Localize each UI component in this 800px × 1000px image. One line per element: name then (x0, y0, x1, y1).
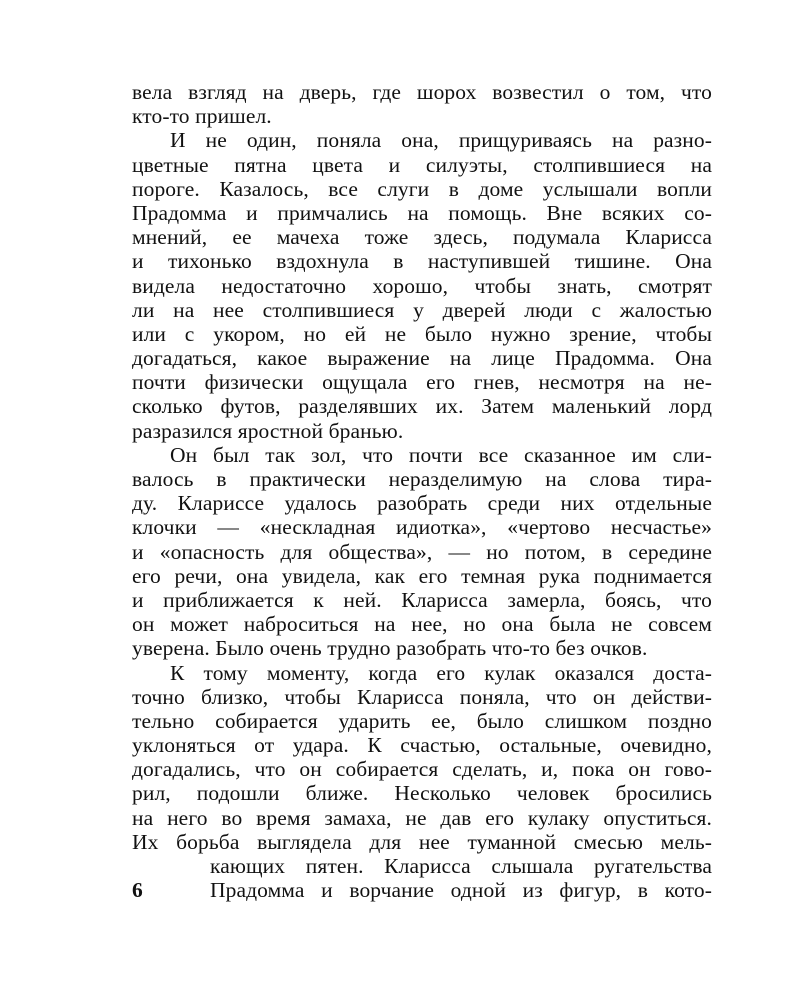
text-line: и «опасность для общества», — но потом, в середине (132, 539, 712, 564)
text-line: догадаться, какое выражение на лице Прадомма. Она (132, 346, 712, 371)
page-footer (132, 878, 712, 902)
text-line: Он был так зол, что почти все сказанное им сли- (170, 442, 712, 467)
text-line: тельно собирается ударить ее, было слишком поздно (132, 708, 712, 733)
text-line: видела недостаточно хорошо, чтобы знать, смотрят (132, 273, 712, 298)
text-line: точно близко, чтобы Кларисса поняла, что он действи- (132, 684, 712, 709)
text-line: он может наброситься на нее, но она была не совсем (132, 612, 712, 637)
text-line: разразился яростной бранью. (132, 418, 404, 443)
text-line: ли на нее столпившиеся у дверей люди с жалостью (132, 297, 712, 322)
text-line: клочки — «нескладная идиотка», «чертово несчастье» (132, 515, 712, 540)
text-line: мнений, ее мачеха тоже здесь, подумала Кларисса (132, 225, 712, 250)
text-line: или с укором, но ей не было нужно зрение, чтобы (132, 321, 712, 346)
text-line: догадались, что он собирается сделать, и, пока он гово- (132, 757, 712, 782)
text-line: Прадомма и примчались на помощь. Вне всяких со- (132, 200, 712, 225)
text-line: Их борьба выглядела для нее туманной смесью мель- (132, 829, 712, 854)
text-line: его речи, она увидела, как его темная рука поднимается (132, 563, 712, 588)
text-line: почти физически ощущала его гнев, несмотря на не- (132, 370, 712, 395)
text-line: Прадомма и ворчание одной из фигур, в кото- (210, 878, 712, 903)
text-line: кто-то пришел. (132, 104, 272, 129)
text-line: ду. Клариссе удалось разобрать среди них отдельные (132, 491, 712, 516)
text-line: валось в практически неразделимую на слова тира- (132, 467, 712, 491)
text-line: вела взгляд на дверь, где шорох возвестил о том, что (132, 80, 712, 104)
text-line: кающих пятен. Кларисса слышала ругательства (210, 854, 712, 878)
text-line: К тому моменту, когда его кулак оказался доста- (170, 660, 712, 685)
text-line: И не один, поняла она, прищуриваясь на разно- (170, 128, 712, 153)
book-page (132, 80, 712, 902)
text-line: цветные пятна цвета и силуэты, столпившиеся на (132, 152, 712, 177)
text-line: пороге. Казалось, все слуги в доме услышали вопли (132, 176, 712, 201)
page-number: 6 (132, 878, 143, 903)
text-line: рил, подошли ближе. Несколько человек бросились (132, 781, 712, 806)
text-line: на него во время замаха, не дав его кулаку опуститься. (132, 805, 712, 830)
text-line: уверена. Было очень трудно разобрать что-то без очков. (132, 636, 648, 661)
text-line: уклоняться от удара. К счастью, остальные, очевидно, (132, 733, 712, 758)
text-line: и приближается к ней. Кларисса замерла, боясь, что (132, 587, 712, 612)
text-line: сколько футов, разделявших их. Затем маленький лорд (132, 394, 712, 419)
text-line: и тихонько вздохнула в наступившей тишине. Она (132, 249, 712, 274)
